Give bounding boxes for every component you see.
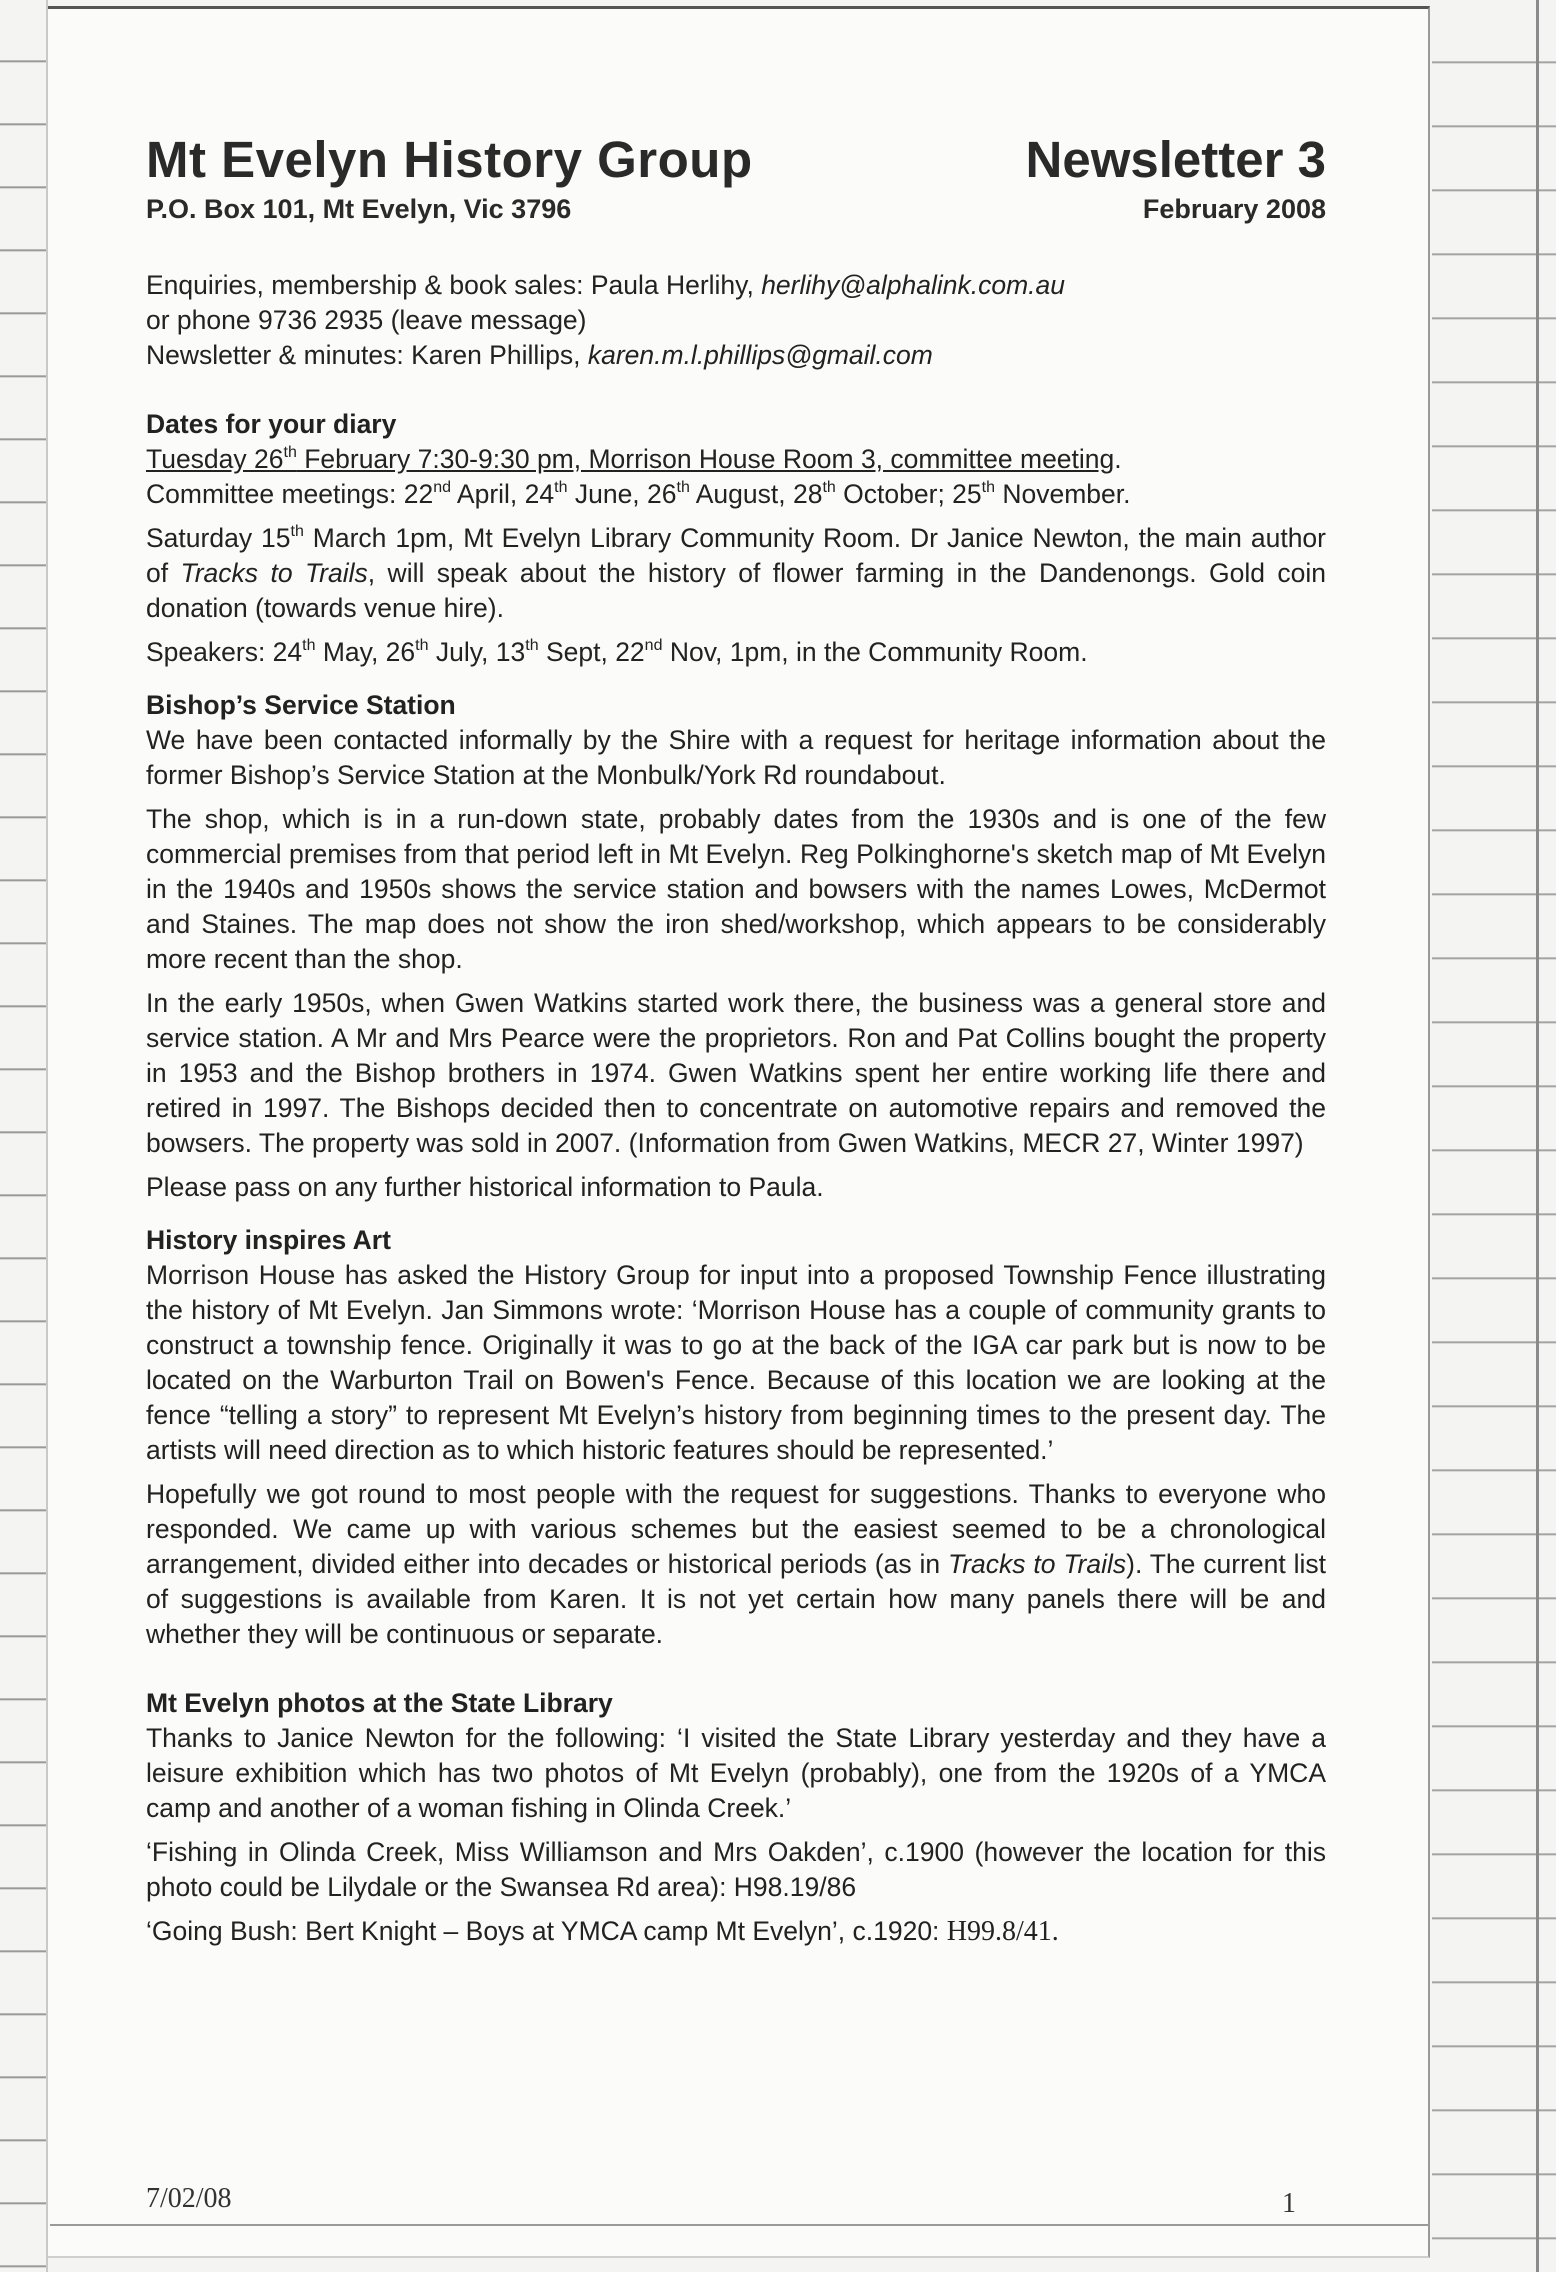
- contact-phone: or phone 9736 2935 (leave message): [146, 305, 587, 335]
- footer-date: 7/02/08: [146, 2183, 232, 2214]
- section-bishop: [146, 688, 1326, 1205]
- diary-speakers: Speakers: 24th May, 26th July, 13th Sept, 22nd Nov, 1pm, in the Community Room.: [146, 637, 1088, 667]
- newsletter-number: Newsletter 3: [1025, 131, 1326, 188]
- scan-edge-left: [0, 0, 48, 2272]
- heading-art: History inspires Art: [146, 1225, 391, 1255]
- section-diary: [146, 407, 1326, 670]
- postal-address: P.O. Box 101, Mt Evelyn, Vic 3796: [146, 194, 572, 224]
- bishop-paragraph-1: We have been contacted informally by the Shire with a request for heritage information about the former Bishop’s Service Station at the Monbulk/York Rd roundabout.: [146, 725, 1326, 790]
- email-phillips[interactable]: karen.m.l.phillips@gmail.com: [587, 340, 933, 370]
- photos-paragraph-1: Thanks to Janice Newton for the following: ‘I visited the State Library yesterday and they have a leisure exhibition which has two photos of Mt Evelyn (probably), one from the 1920s of a YMCA camp and another of a woman fishing in Olinda Creek.’: [146, 1723, 1326, 1823]
- art-paragraph-1: Morrison House has asked the History Group for input into a proposed Township Fence illustrating the history of Mt Evelyn. Jan Simmons wrote: ‘Morrison House has a couple of community grants to construct a township fence. Originally it was to go at the back of the IGA car park but is now to be located on the Warburton Trail on Bowen's Fence. Because of this location we are looking at the fence “telling a story” to represent Mt Evelyn’s history from beginning times to the present day. The artists will need direction as to which historic features should be represented.’: [146, 1260, 1326, 1465]
- heading-diary: Dates for your diary: [146, 409, 397, 439]
- diary-saturday-talk: Saturday 15th March 1pm, Mt Evelyn Library Community Room. Dr Janice Newton, the main author of Tracks to Trails, will speak about the history of flower farming in the Dandenongs. Gold coin donation (towards venue hire).: [146, 523, 1327, 623]
- issue-date: February 2008: [1142, 194, 1326, 224]
- contact-newsletter: Newsletter & minutes: Karen Phillips,: [146, 340, 588, 370]
- diary-committee-tuesday: Tuesday 26th February 7:30-9:30 pm, Morrison House Room 3, committee meeting.: [146, 444, 1122, 474]
- page-number: 1: [1282, 2188, 1296, 2219]
- photos-paragraph-2: ‘Fishing in Olinda Creek, Miss Williamson and Mrs Oakden’, c.1900 (however the location for this photo could be Lilydale or the Swansea Rd area): H98.19/86: [146, 1837, 1326, 1902]
- section-photos: [146, 1686, 1326, 1949]
- newsletter-content: [146, 130, 1326, 1949]
- bishop-paragraph-2: The shop, which is in a run-down state, probably dates from the 1930s and is one of the few commercial premises from that period left in Mt Evelyn. Reg Polkinghorne's sketch map of Mt Evelyn in the 1940s and 1950s shows the service station and bowsers with the names Lowes, McDermot and Staines. The map does not show the iron shed/workshop, which appears to be considerably more recent than the shop.: [146, 804, 1326, 974]
- scan-edge-right: [1432, 0, 1556, 2272]
- footer-rule: [50, 2224, 1428, 2226]
- diary-committee-dates: Committee meetings: 22nd April, 24th June, 26th August, 28th October; 25th November.: [146, 479, 1131, 509]
- email-herlihy[interactable]: herlihy@alphalink.com.au: [761, 270, 1066, 300]
- contact-enquiries: Enquiries, membership & book sales: Paula Herlihy,: [146, 270, 762, 300]
- bishop-paragraph-3: In the early 1950s, when Gwen Watkins started work there, the business was a general store and service station. A Mr and Mrs Pearce were the proprietors. Ron and Pat Collins bought the property in 1953 and the Bishop brothers in 1974. Gwen Watkins spent her entire working life there and retired in 1997. The Bishops decided then to concentrate on automotive repairs and removed the bowsers. The property was sold in 2007. (Information from Gwen Watkins, MECR 27, Winter 1997): [146, 988, 1326, 1158]
- heading-photos: Mt Evelyn photos at the State Library: [146, 1688, 613, 1718]
- heading-bishop: Bishop’s Service Station: [146, 690, 456, 720]
- section-art: [146, 1223, 1326, 1652]
- photos-paragraph-3: ‘Going Bush: Bert Knight – Boys at YMCA camp Mt Evelyn’, c.1920: H99.8/41.: [146, 1916, 1059, 1947]
- art-paragraph-2: Hopefully we got round to most people with the request for suggestions. Thanks to everyone who responded. We came up with various schemes but the easiest seemed to be a chronological arrangement, divided either into decades or historical periods (as in Tracks to Trails). The current list of suggestions is available from Karen. It is not yet certain how many panels there will be and whether they will be continuous or separate.: [146, 1479, 1326, 1649]
- org-name: Mt Evelyn History Group: [146, 131, 753, 188]
- bishop-paragraph-4: Please pass on any further historical information to Paula.: [146, 1172, 824, 1202]
- contact-block: [146, 268, 1326, 373]
- masthead: [146, 130, 1326, 238]
